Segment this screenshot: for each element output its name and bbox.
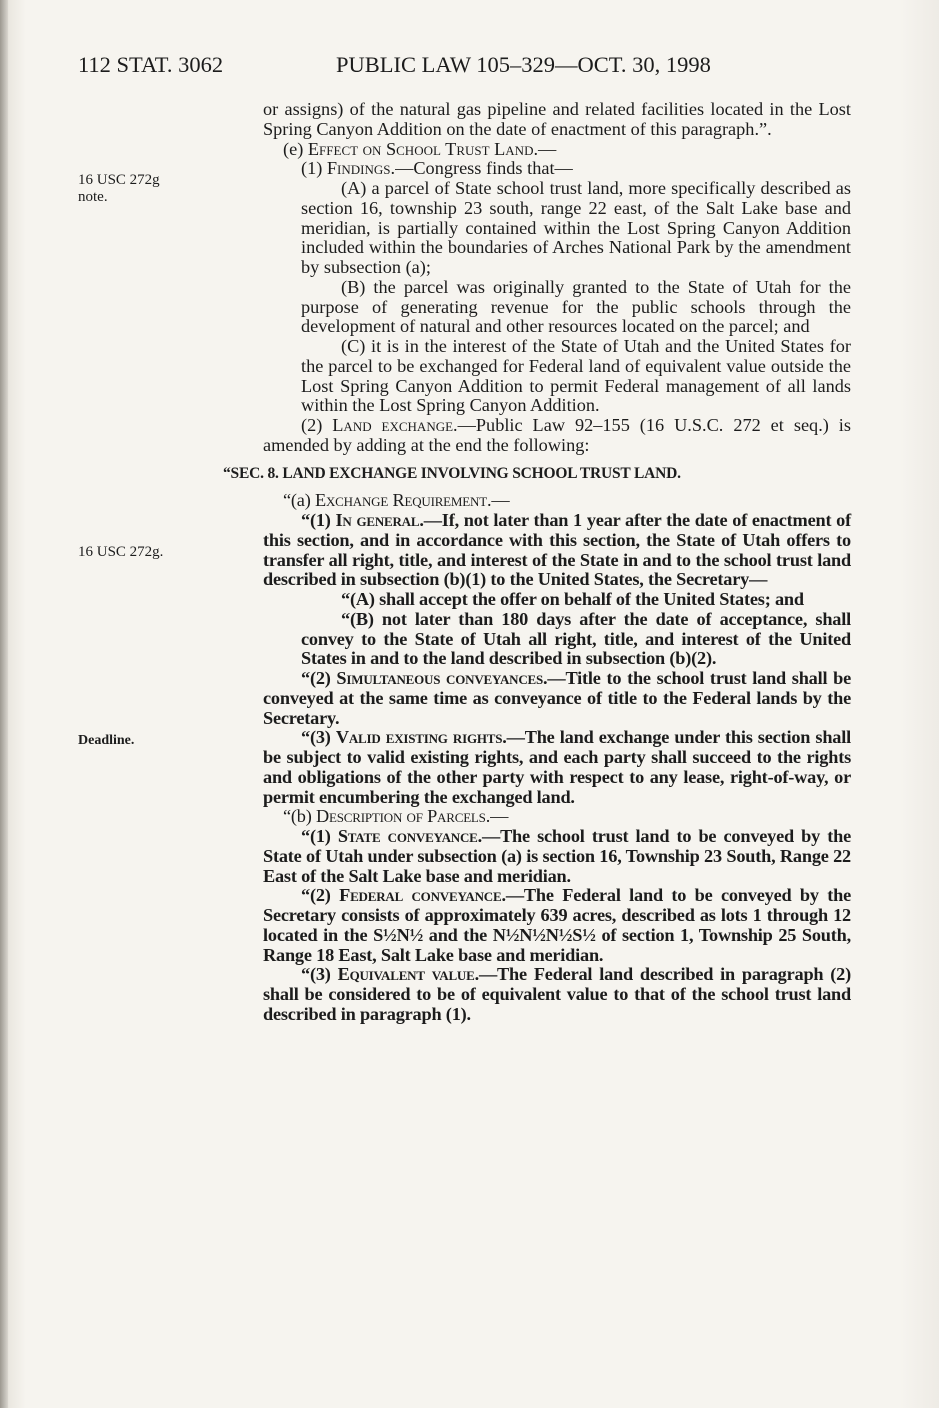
paragraph-land-exchange bbox=[263, 416, 851, 456]
law-title: PUBLIC LAW 105–329—OCT. 30, 1998 bbox=[336, 52, 711, 77]
label: “(2) bbox=[301, 668, 337, 688]
heading-title: Federal conveyance. bbox=[339, 885, 506, 906]
paragraph-a1 bbox=[263, 511, 851, 590]
margin-note-line: 16 USC 272g bbox=[78, 172, 160, 188]
heading-title: Effect on School Trust Land. bbox=[307, 138, 539, 159]
statute-text bbox=[223, 99, 852, 1025]
heading-title: State conveyance. bbox=[337, 826, 482, 846]
heading-title: Findings. bbox=[326, 158, 396, 179]
page-edge-shadow bbox=[0, 0, 8, 1408]
paragraph-a1-B: “(B) not later than 180 days after the date of acceptance, shall convey to the State of Utah all right, title, and interest of the United States in and to the land described in subsection (b)(2). bbox=[301, 608, 851, 669]
inserted-section-text bbox=[263, 491, 851, 1024]
margin-note-usc: 16 USC 272g. bbox=[78, 544, 164, 560]
paragraph-a1-A: “(A) shall accept the offer on behalf of the United States; and bbox=[341, 589, 804, 609]
label: “(3) bbox=[301, 727, 336, 748]
heading-title: Simultaneous conveyances. bbox=[336, 668, 548, 688]
subsection-b-heading bbox=[263, 807, 851, 827]
paragraph-a3 bbox=[263, 728, 851, 807]
paragraph-findings bbox=[263, 159, 851, 179]
paragraph-b1 bbox=[263, 827, 851, 886]
paragraph-text: —Public Law 92–155 (16 U.S.C. 272 et seq.) is amended by adding at the end the following: bbox=[263, 415, 851, 455]
label: (1) bbox=[301, 158, 327, 179]
heading-title: Exchange Requirement. bbox=[314, 490, 492, 511]
subsection-e-heading bbox=[263, 140, 851, 160]
finding-a: (A) a parcel of State school trust land, more specifically described as section 16, township 23 south, range 22 east, of the Salt Lake base and meridian, is partially contained within the Lost Spring Canyon Addition included within the boundaries of Arches National Park by the amendment by subsection (a); bbox=[301, 178, 851, 277]
label: “(b) bbox=[283, 806, 317, 827]
page-header bbox=[78, 52, 858, 84]
label: (2) bbox=[301, 415, 333, 435]
margin-note-deadline: Deadline. bbox=[78, 733, 135, 748]
paragraph-text: —The Federal land to be conveyed by the Secretary consists of approximately 639 acres, described as lots 1 through 12 located in the S½N½ and the N½N½N½S½ of section 1, Township 25 South, Range 18 East, Salt Lake base and meridian. bbox=[263, 885, 852, 965]
subsection-a-heading bbox=[263, 491, 851, 511]
paragraph-text: —Congress finds that— bbox=[395, 158, 573, 179]
paragraph-text: —If, not later than 1 year after the date of enactment of this section, and in accordance with this section, the State of Utah offers to transfer all right, title, and interest of the State in and to the school trust land described in subsection (b)(1) to the United States, the Secretary— bbox=[263, 510, 852, 590]
heading-title: Land exchange. bbox=[332, 415, 458, 435]
heading-title: In general. bbox=[335, 510, 424, 530]
section-heading: “SEC. 8. LAND EXCHANGE INVOLVING SCHOOL TRUST LAND. bbox=[223, 464, 681, 482]
finding-c: (C) it is in the interest of the State of Utah and the United States for the parcel to be exchanged for Federal land of equivalent value outside the Lost Spring Canyon Addition to permit Federal management of all lands within the Lost Spring Canyon Addition. bbox=[301, 336, 851, 416]
paragraph-text: —The land exchange under this section shall be subject to valid existing rights, and each party shall succeed to the rights and obligations of the other party with respect to any lease, right-of-way, or permit encumbering the exchanged land. bbox=[263, 727, 851, 807]
label: “(1) bbox=[301, 826, 338, 846]
finding-b: (B) the parcel was originally granted to the State of Utah for the purpose of generating revenue for the public schools through the development of natural and other resources located on the parcel; and bbox=[301, 276, 851, 337]
paragraph-b2 bbox=[263, 886, 851, 965]
paragraph-text: —Title to the school trust land shall be conveyed at the same time as conveyance of title to the Federal lands by the Secretary. bbox=[263, 668, 852, 728]
paragraph-text: —The school trust land to be conveyed by the State of Utah under subsection (a) is section 16, Township 23 South, Range 22 East of the Salt Lake base and meridian. bbox=[263, 826, 852, 886]
margin-note-usc-note bbox=[78, 172, 160, 206]
label: “(a) bbox=[283, 490, 315, 511]
label: “(3) bbox=[301, 964, 338, 985]
label: (e) bbox=[283, 138, 308, 159]
dash: — bbox=[490, 806, 509, 827]
paragraph-text: —The Federal land described in paragraph (2) shall be considered to be of equivalent value to that of the school trust land described in paragraph (1). bbox=[263, 964, 852, 1024]
heading-title: Valid existing rights. bbox=[335, 727, 507, 748]
label: “(1) bbox=[301, 510, 336, 530]
dash: — bbox=[491, 490, 510, 511]
dash: — bbox=[538, 138, 557, 159]
label: “(2) bbox=[301, 885, 340, 906]
heading-title: Equivalent value. bbox=[337, 964, 479, 985]
heading-title: Description of Parcels. bbox=[316, 806, 491, 827]
stat-page-number: 112 STAT. 3062 bbox=[78, 52, 224, 77]
paragraph-b3 bbox=[263, 965, 851, 1024]
paragraph-a2 bbox=[263, 669, 851, 728]
continued-paragraph: or assigns) of the natural gas pipeline and related facilities located in the Lost Spring Canyon Addition on the date of enactment of this paragraph.”. bbox=[263, 99, 851, 139]
margin-note-line: note. bbox=[78, 189, 108, 205]
